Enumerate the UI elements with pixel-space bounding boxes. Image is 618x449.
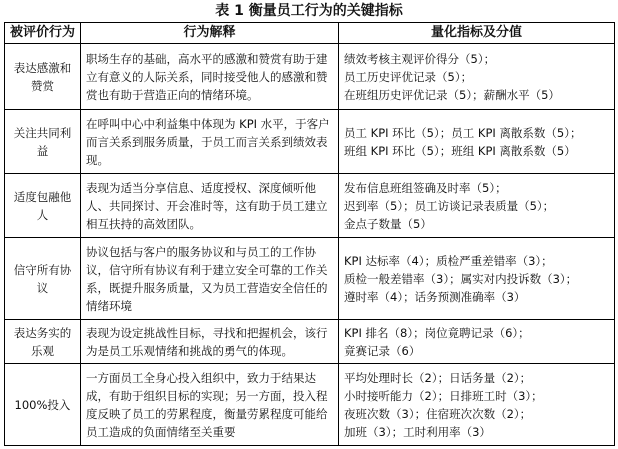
indicator-line: 迟到率（5）；员工访谈记录表质量（5）； [344,198,555,213]
indicator-line: 班组 KPI 环比（5）；班组 KPI 离散系数（5） [344,143,576,158]
indicators-cell [339,110,615,174]
indicator-line: 金点子数量（5） [344,216,432,231]
indicator-line: KPI 达标率（4）；质检严重差错率（3）； [344,253,553,268]
table-row [5,44,615,110]
explanation-cell: 表现为适当分享信息、适度授权、深度倾听他人、共同探讨、开会准时等，这有助于员工建立相互扶持的高效团队。 [81,174,339,238]
behavior-cell: 适度包融他人 [5,174,81,238]
indicator-line: 在班组历史评优记录（5）；薪酬水平（5） [344,87,560,102]
indicators-cell [339,238,615,320]
header-indicators: 量化指标及分值 [339,23,615,44]
header-explanation: 行为解释 [81,23,339,44]
indicator-line: 遵时率（4）；话务预测准确率（3） [344,289,526,304]
indicators-cell [339,320,615,364]
indicator-line: 竟赛记录（6） [344,343,421,358]
table-title: 表 1 衡量员工行为的关键指标 [215,3,403,19]
header-row [5,23,615,44]
indicator-line: 质检一般差错率（3）；属实对内投诉数（3）； [344,271,578,286]
indicators-cell [339,364,615,446]
indicator-line: 员工 KPI 环比（5）；员工 KPI 离散系数（5）； [344,125,582,140]
table-row [5,174,615,238]
indicator-line: 绩效考核主观评价得分（5）； [344,51,496,66]
explanation-cell: 职场生存的基础，高水平的感激和赞赏有助于建立有意义的人际关系，同时接受他人的感激和赞赏也有助于营造正向的情绪环境。 [81,44,339,110]
indicators-cell [339,44,615,110]
explanation-cell: 协议包括与客户的服务协议和与员工的工作协议，信守所有协议有利于建立安全可靠的工作关系，既提升服务质量，又为员工营造安全信任的情绪环境 [81,238,339,320]
table-row [5,320,615,364]
table-row [5,364,615,446]
behavior-cell: 关注共同利益 [5,110,81,174]
behavior-cell: 信守所有协议 [5,238,81,320]
explanation-cell: 一方面员工全身心投入组织中，致力于结果达成，有助于组织目标的实现；另一方面，投入程度反映了员工的劳累程度，衡量劳累程度可能给员工造成的负面情绪至关重要 [81,364,339,446]
indicator-line: 小时接听能力（2）；日排班工时（3）； [344,388,543,403]
behavior-cell: 100%投入 [5,364,81,446]
behavior-cell: 表达感激和赞赏 [5,44,81,110]
indicator-line: KPI 排名（8）；岗位竟聘记录（6）； [344,325,530,340]
indicators-cell [339,174,615,238]
indicator-line: 平均处理时长（2）；日话务量（2）； [344,370,532,385]
table-row [5,110,615,174]
indicator-line: 员工历史评优记录（5）； [344,69,473,84]
indicator-line: 发布信息班组签确及时率（5）； [344,180,507,195]
explanation-cell: 在呼叫中心中利益集中体现为 KPI 水平，于客户而言关系到服务质量，于员工而言关系到绩效表现。 [81,110,339,174]
table-row [5,238,615,320]
indicator-table [4,22,615,446]
indicator-line: 夜班次数（3）；住宿班次次数（2）； [344,406,532,421]
header-behavior: 被评价行为 [5,23,81,44]
indicator-line: 加班（3）；工时利用率（3） [344,424,491,439]
behavior-cell: 表达务实的乐观 [5,320,81,364]
explanation-cell: 表现为设定挑战性目标，寻找和把握机会，该行为是员工乐观情绪和挑战的勇气的体现。 [81,320,339,364]
